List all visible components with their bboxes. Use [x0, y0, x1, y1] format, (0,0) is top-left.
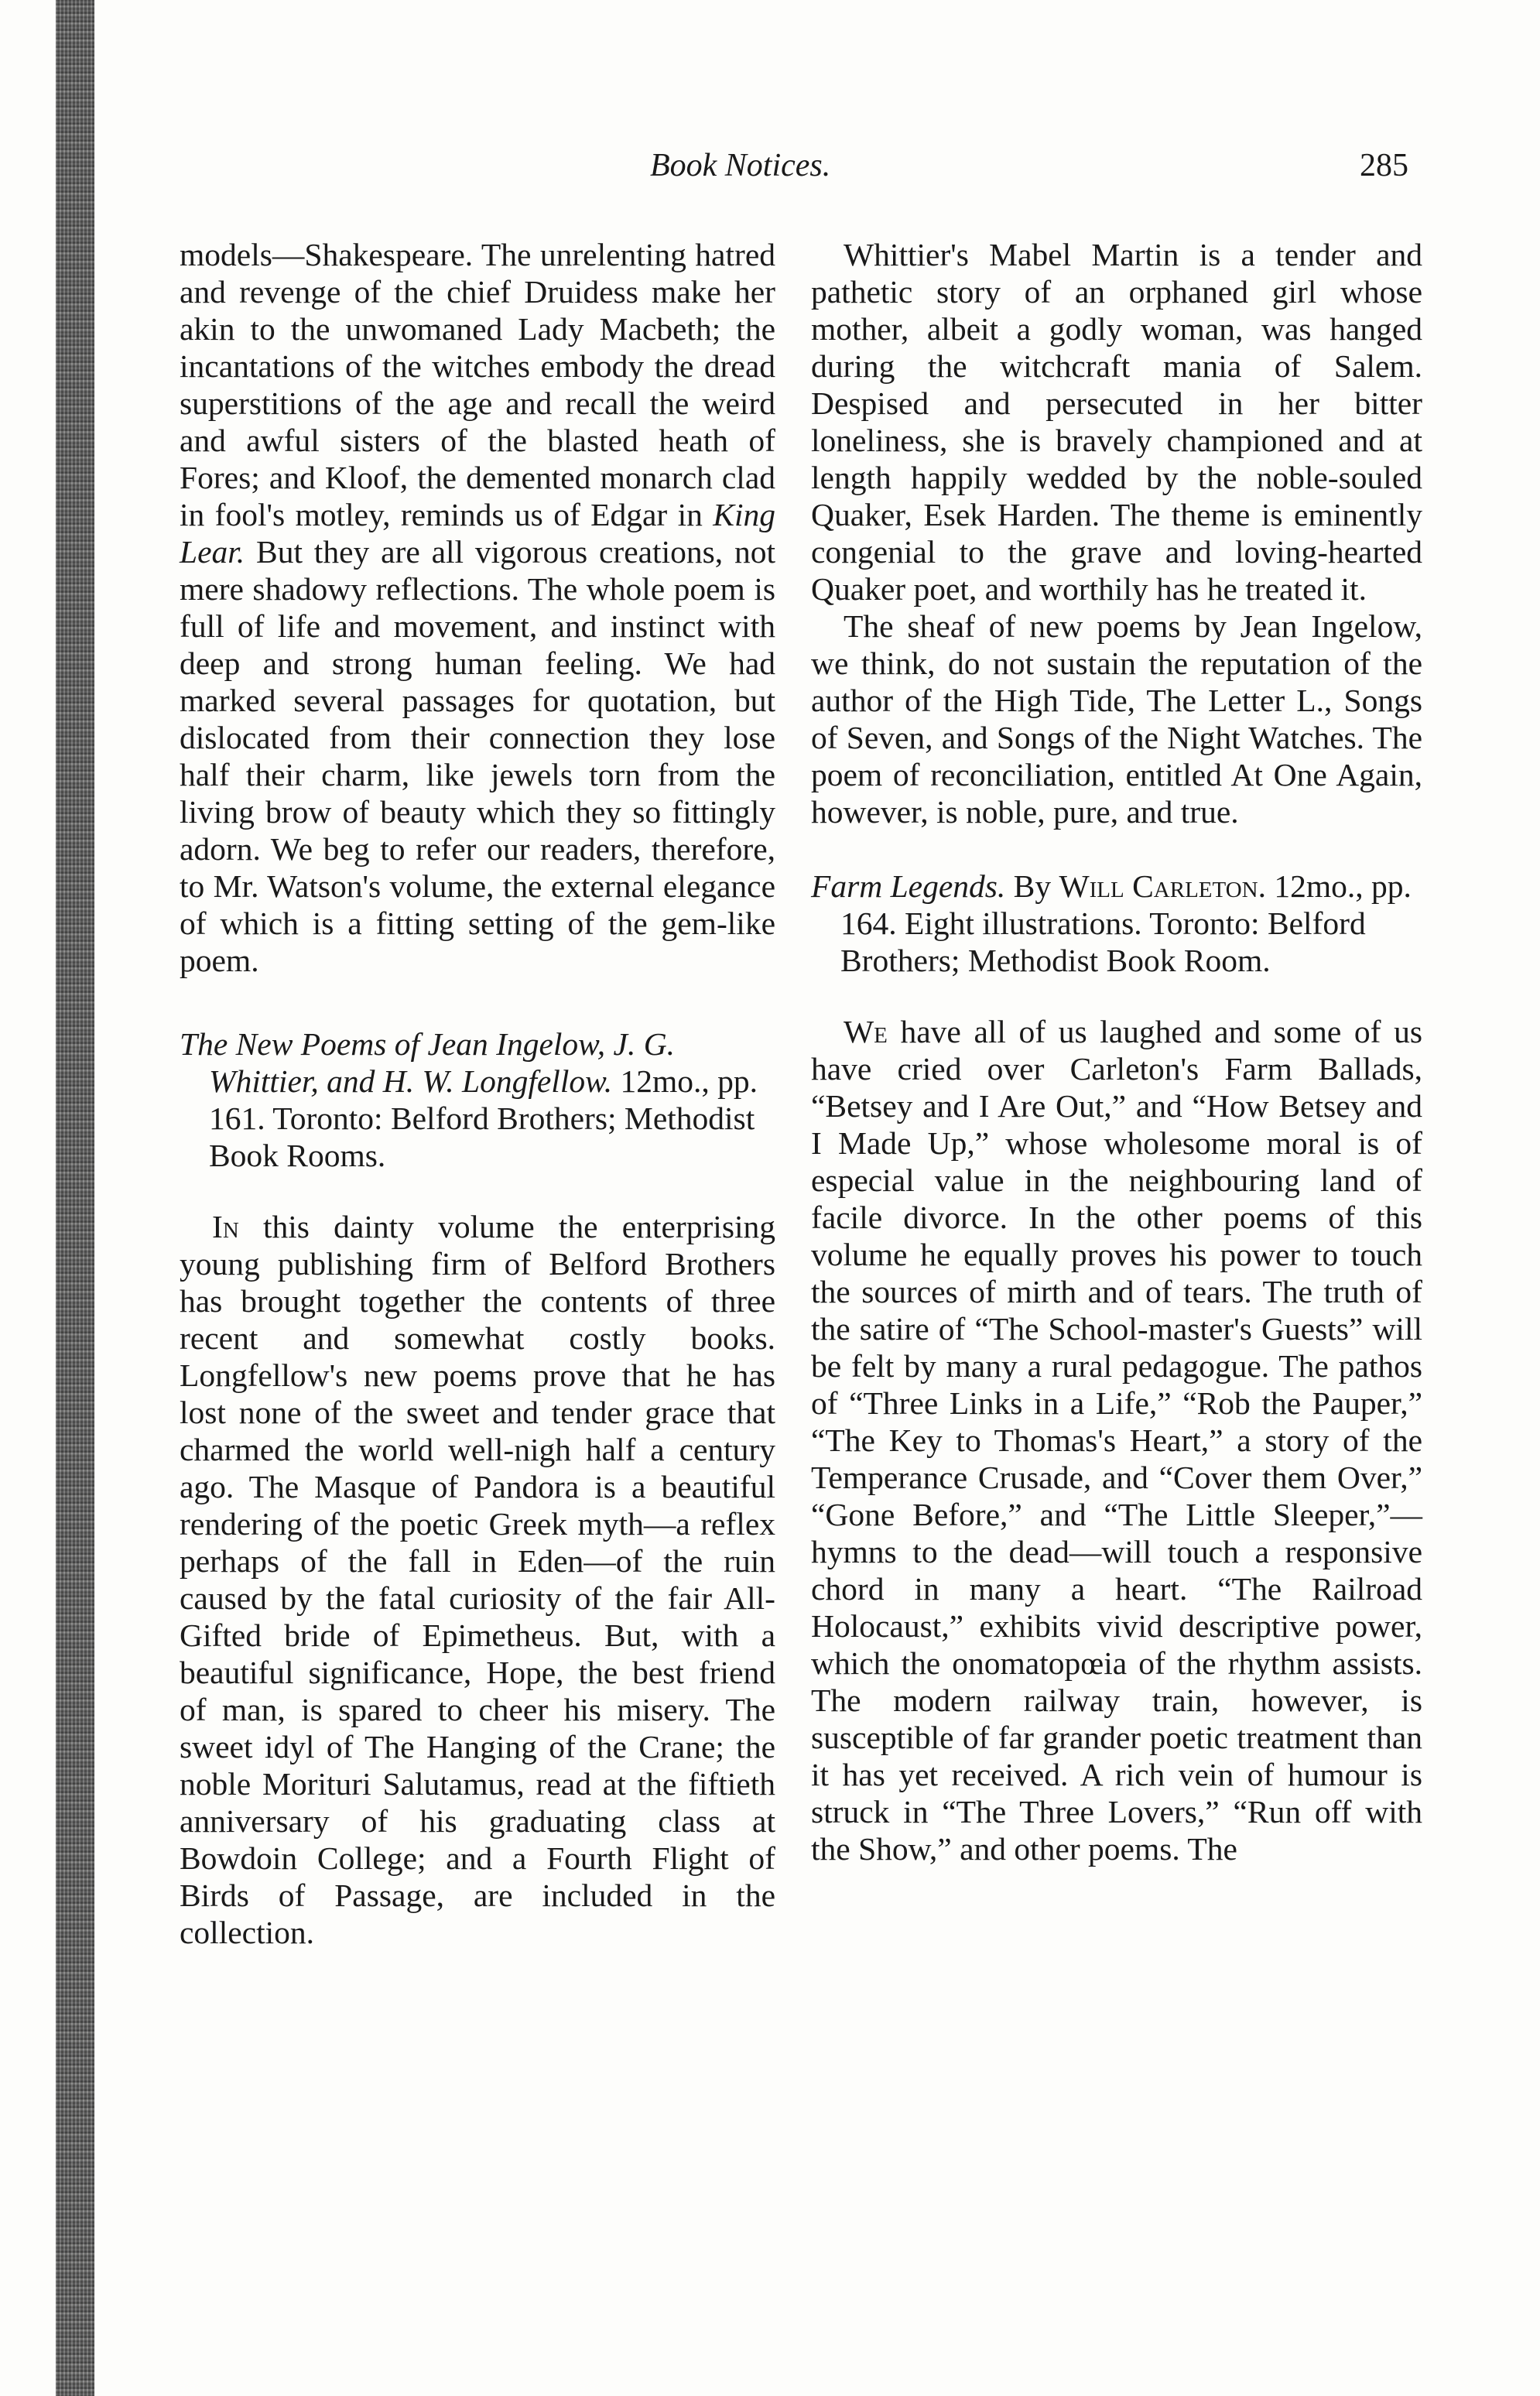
book-title-new-poems: The New Poems of Jean Ingelow, J. G. Whittier, and H. W. Longfellow.: [180, 1026, 676, 1099]
page-header: [650, 147, 1408, 201]
right-paragraph-3: [811, 1013, 1422, 1867]
book-author-farm-legends: Will Carleton.: [1059, 868, 1266, 904]
right-p3-dropcap: We: [844, 1014, 888, 1049]
book-details-farm-legends: 12mo., pp. 164. Eight illustrations. Toronto: Belford Brothers; Methodist Book Room.: [840, 868, 1412, 978]
right-column: [811, 236, 1422, 1867]
book-entry-new-poems: [180, 1025, 775, 1174]
running-title: Book Notices.: [650, 148, 831, 183]
right-paragraph-1: Whittier's Mabel Martin is a tender and pathetic story of an orphaned girl whose mother, albeit a godly woman, was hanged during the witchcraft mania of Salem. Despised and persecuted in her bitter loneliness, she is bravely championed and at length happily wedded by the noble-souled Quaker, Esek Harden. The theme is eminently congenial to the grave and loving-hearted Quaker poet, and worthily has he treated it.: [811, 237, 1422, 607]
book-binding-edge: [56, 0, 94, 2396]
left-p2-text: this dainty volume the enterprising young publishing firm of Belford Brothers has brought together the contents of three recent and somewhat costly books. Longfellow's new poems prove that he has lost none of the sweet and tender grace that charmed the world well-nigh half a century ago. The Masque of Pandora is a beautiful rendering of the poetic Greek myth—a reflex perhaps of the fall in Eden—of the ruin caused by the fatal curiosity of the fair All-Gifted bride of Epimetheus. But, with a beautiful significance, Hope, the best friend of man, is spared to cheer his misery. The sweet idyl of The Hanging of the Crane; the noble Morituri Salutamus, read at the fiftieth anniversary of his graduating class at Bowdoin College; and a Fourth Flight of Birds of Passage, are included in the collection.: [180, 1209, 775, 1950]
right-paragraph-2: The sheaf of new poems by Jean Ingelow, we think, do not sustain the reputation of the author of the High Tide, The Letter L., Songs of Seven, and Songs of the Night Watches. The poem of reconciliation, entitled At One Again, however, is noble, pure, and true.: [811, 608, 1422, 830]
page-number: 285: [1360, 148, 1408, 183]
left-paragraph-1: [180, 236, 775, 979]
left-column: [180, 236, 775, 1951]
left-p2-dropcap: In: [212, 1209, 239, 1244]
book-details-new-poems: 12mo., pp. 161. Toronto: Belford Brothers; Methodist Book Rooms.: [209, 1063, 758, 1173]
book-entry-farm-legends: [811, 868, 1422, 979]
left-p1-italic: King Lear.: [180, 497, 775, 570]
book-title-farm-legends: Farm Legends.: [811, 868, 1006, 904]
left-p1-end: But they are all vigorous creations, not mere shadowy reflections. The whole poem is full of life and movement, and instinct with deep and strong human feeling. We had marked several passages for quotation, but dislocated from their connection they lose half their charm, like jewels torn from the living brow of beauty which they so fittingly adorn. We beg to refer our readers, therefore, to Mr. Watson's volume, the external elegance of which is a fitting setting of the gem-like poem.: [180, 534, 775, 978]
right-p3-text: have all of us laughed and some of us have cried over Carleton's Farm Ballads, “Betsey and I Are Out,” and “How Betsey and I Made Up,” whose wholesome moral is of especial value in the neighbouring land of facile divorce. In the other poems of this volume he equally proves his power to touch the sources of mirth and of tears. The truth of the satire of “The School-master's Guests” will be felt by many a rural pedagogue. The pathos of “Three Links in a Life,” “Rob the Pauper,” “The Key to Thomas's Heart,” a story of the Temperance Crusade, and “Cover them Over,” “Gone Before,” and “The Little Sleeper,”—hymns to the dead—will touch a responsive chord in many a heart. “The Railroad Holocaust,” exhibits vivid descriptive power, which the onomatopœia of the rhythm assists. The modern railway train, however, is susceptible of far grander poetic treatment than it has yet received. A rich vein of humour is struck in “The Three Lovers,” “Run off with the Show,” and other poems. The: [811, 1014, 1422, 1867]
left-p1-text: models—Shakespeare. The unrelenting hatred and revenge of the chief Druidess make her akin to the unwomaned Lady Macbeth; the incantations of the witches embody the dread superstitions of the age and recall the weird and awful sisters of the blasted heath of Fores; and Kloof, the demented monarch clad in fool's motley, reminds us of Edgar in: [180, 237, 775, 532]
left-paragraph-2: [180, 1208, 775, 1951]
book-by: By: [1005, 868, 1059, 904]
